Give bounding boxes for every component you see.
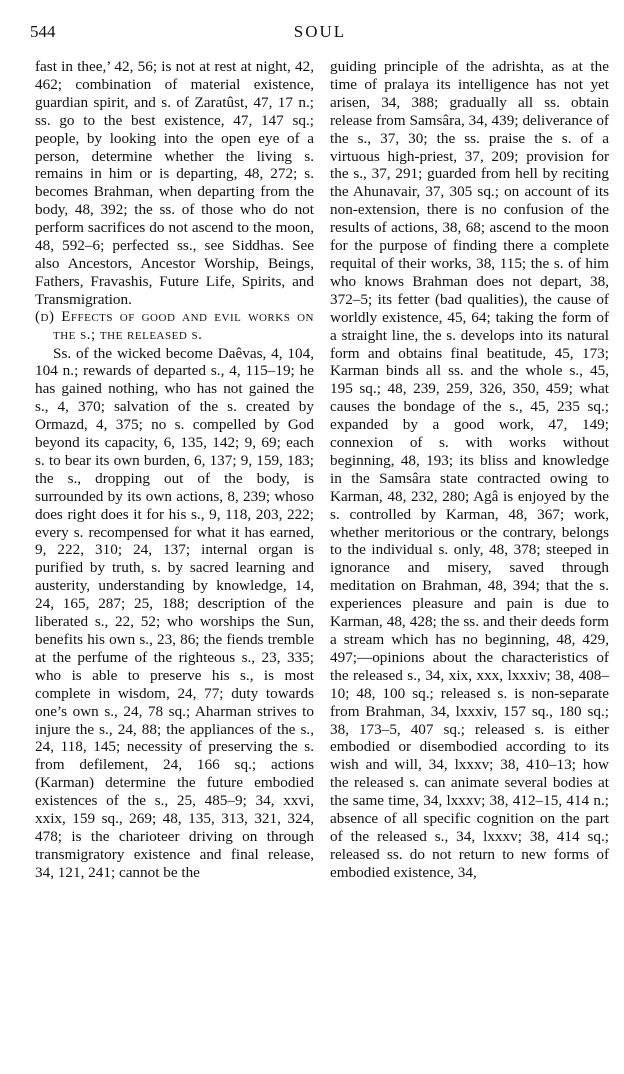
page-number: 544 — [30, 22, 56, 41]
right-paragraph: guiding principle of the adrishta, as at the time of pralaya its intelligence has not yet arisen, 34, 388; gradually all ss. obtain release from Samsâra, 34, 439; deliverance of the s., 37, 30; the ss. praise the s. of a virtuous high-priest, 37, 209; provision for the s., 37, 291; guarded from hell by reciting the Ahunavair, 37, 305 sq.; on account of its non-extension, there is no confusion of the results of actions, 38, 68; ascend to the moon for the purpose of finding there a complete requital of their works, 38, 115; the s. of him who knows Brahman does not depart, 38, 372–5; its fetter (bad qualities), the cause of worldly existence, 45, 64; taking the form of a straight line, the s. develops into its natural form and obtains final beatitude, 45, 173; Karman binds all ss. and the whole s., 45, 195 sq.; 48, 239, 259, 326, 350, 459; what causes the bondage of the s., 45, 235 sq.; expanded by a good work, 47, 149; connexion of s. with works without beginning, 48, 193; its bliss and knowledge in the Samsâra state contracted owing to Karman, 48, 232, 280; Agâ is enjoyed by the s. controlled by Karman, 48, 367; work, whether meritorious or the contrary, belongs to the individual s. only, 48, 378; steeped in ignorance and misery, saved through meditation on Brahman, 48, 394; that the s. experiences pleasure and pain is due to Karman, 48, 428; the ss. and their deeds form a stream which has no beginning, 48, 429, 497;—opinions about the characteristics of the released s., 34, xix, xxx, lxxxiv; 38, 408–10; 48, 100 sq.; released s. is non-separate from Brahman, 34, lxxxiv, 157 sq., 180 sq.; 38, 173–5, 407 sq.; released s. is either embodied or disembodied according to its wish and will, 34, lxxxv; 38, 410–13; how the released s. can animate several bodies at the same time, 34, lxxxv; 38, 412–15, 414 n.; absence of all specific cognition on the part of the released s., 34, lxxxv; 38, 414 sq.; released ss. do not return to new forms of embodied existence, 34, — [330, 58, 609, 881]
left-column — [35, 58, 314, 882]
left-paragraph-1: fast in thee,’ 42, 56; is not at rest at night, 42, 462; combination of material existence, guardian spirit, and s. of Zaratûst, 47, 17 n.; ss. go to the best existence, 47, 147 sq.; people, by looking into the open eye of a person, determine whether the living s. remains in him or is departing, 48, 272; s. becomes Brahman, when departing from the body, 48, 392; the ss. of those who do not perform sacrifices do not ascend to the moon, 48, 592–6; perfected ss., see Siddhas. See also Ancestors, Ancestor Worship, Beings, Fathers, Fravashis, Future Life, Spirits, and Transmigration. — [35, 58, 314, 308]
left-paragraph-2: Ss. of the wicked become Daêvas, 4, 104, 104 n.; rewards of departed s., 4, 115–19; he has gained nothing, who has not gained the s., 4, 370; salvation of the s. created by Ormazd, 4, 375; no s. compelled by God beyond its capacity, 6, 135, 142; 9, 69; each s. to bear its own burden, 6, 137; 9, 159, 183; the s., dropping out of the body, is surrounded by its own actions, 8, 239; whoso does right does it for his s., 9, 118, 203, 222; every s. recompensed for what it has earned, 9, 222, 310; 24, 137; internal organ is purified by truth, s. by sacred learning and austerity, understanding by knowledge, 14, 24, 165, 287; 25, 188; description of the liberated s., 22, 52; who worships the Sun, benefits his own s., 23, 86; the fiends tremble at the perfume of the righteous s., 23, 335; who is able to preserve his s., is most complete in wisdom, 24, 77; duty towards one’s own s., 24, 78 sq.; Aharman strives to injure the s., 24, 88; the appliances of the s., 24, 118, 145; necessity of preserving the s. from defilement, 24, 166 sq.; actions (Karman) determine the future embodied existences of the s., 25, 485–9; 34, xxvi, xxix, 159 sq., 269; 48, 135, 313, 321, 324, 478; is the charioteer driving on through transmigratory existence and final release, 34, 121, 241; cannot be the — [35, 344, 314, 881]
page-header — [30, 22, 610, 44]
right-column — [330, 58, 609, 882]
section-subheading: (d) Effects of good and evil works on the s.; the released s. — [35, 308, 314, 343]
running-head: SOUL — [293, 22, 347, 41]
